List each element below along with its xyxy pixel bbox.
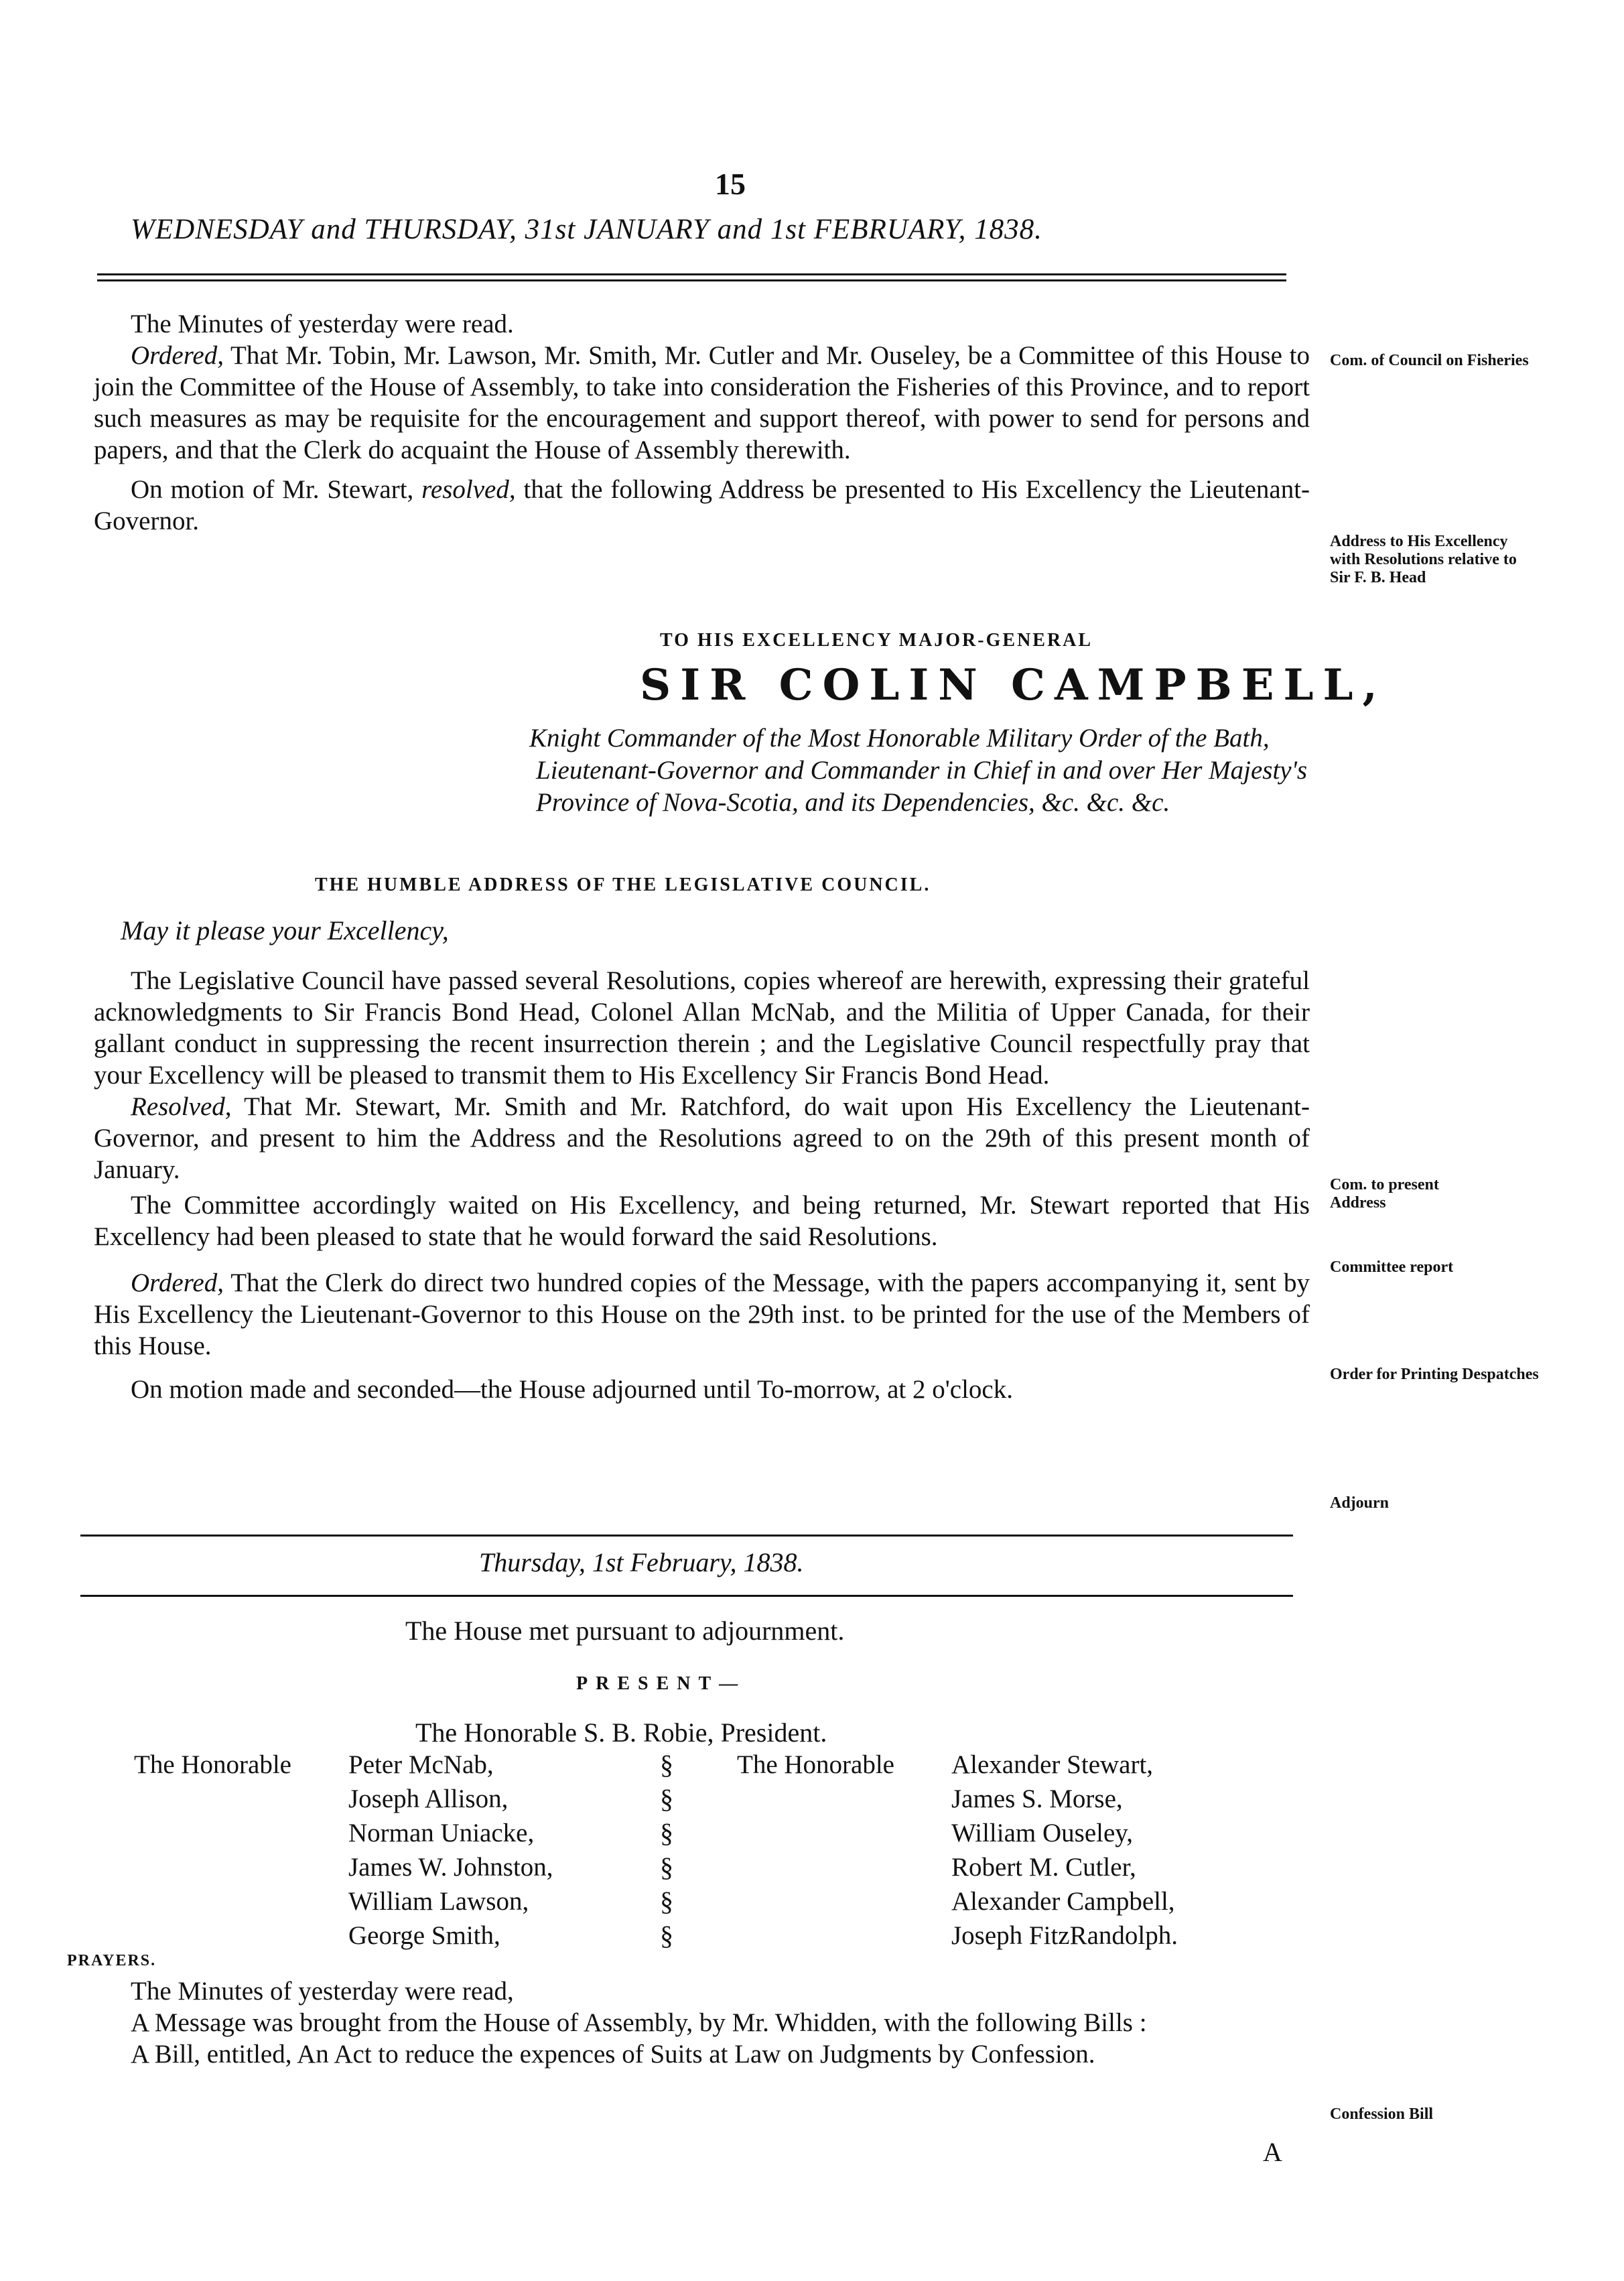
members-left bbox=[348, 1748, 553, 1953]
header-rule bbox=[97, 273, 1286, 281]
salutation: May it please your Excellency, bbox=[121, 915, 449, 946]
honorable-label-right: The Honorable bbox=[737, 1750, 894, 1779]
prayers-label: PRAYERS. bbox=[67, 1952, 157, 1969]
entries-block-1 bbox=[94, 308, 1310, 537]
margin-note-com-present: Com. to present Address bbox=[1330, 1176, 1439, 1212]
entries-block-3 bbox=[94, 1975, 1310, 2070]
member-left: James W. Johnston, bbox=[348, 1853, 553, 1882]
page-number: 15 bbox=[715, 167, 746, 201]
member-right: Alexander Campbell, bbox=[951, 1887, 1175, 1916]
resolved-committee-text: That Mr. Stewart, Mr. Smith and Mr. Ratchford, do wait upon His Excellency the Lieutenant-Governor, and present to him the Address and the Resolutions agreed to on the 29th of this present month of January. bbox=[94, 1092, 1310, 1184]
margin-note-printing: Order for Printing Despatches bbox=[1330, 1366, 1539, 1383]
member-right: Alexander Stewart, bbox=[951, 1750, 1154, 1779]
ordered-printing-text: That the Clerk do direct two hundred copies of the Message, with the papers accompanying it, sent by His Excellency the Lieutenant-Governor to this House on the 29th inst. to be printed for the use of the Members of this House. bbox=[94, 1268, 1310, 1360]
motion-text-a: On motion of Mr. Stewart, bbox=[131, 475, 414, 504]
member-right: James S. Morse, bbox=[951, 1784, 1123, 1813]
member-left: Peter McNab, bbox=[348, 1750, 494, 1779]
present-heading: PRESENT— bbox=[576, 1673, 746, 1694]
ordered-printing bbox=[94, 1267, 1310, 1362]
address-titles bbox=[529, 722, 1313, 819]
member-left: Norman Uniacke, bbox=[348, 1819, 535, 1847]
house-met: The House met pursuant to adjournment. bbox=[405, 1616, 845, 1646]
margin-note-committee-report: Committee report bbox=[1330, 1258, 1454, 1276]
address-name: SIR COLIN CAMPBELL, bbox=[640, 660, 1387, 710]
section-rule-top bbox=[80, 1535, 1293, 1537]
members-right bbox=[951, 1748, 1178, 1953]
humble-address-heading: THE HUMBLE ADDRESS OF THE LEGISLATIVE COUNCIL. bbox=[315, 874, 931, 895]
section-date: Thursday, 1st February, 1838. bbox=[479, 1547, 804, 1577]
ordered-fisheries-committee bbox=[94, 340, 1310, 466]
section-rule-bottom bbox=[80, 1595, 1293, 1597]
page-header-date: WEDNESDAY and THURSDAY, 31st JANUARY and 1st FEBRUARY, 1838. bbox=[131, 214, 1042, 245]
ordered-label-2: Ordered, bbox=[131, 1268, 224, 1297]
minutes-read: The Minutes of yesterday were read. bbox=[131, 310, 514, 338]
assembly-message: A Message was brought from the House of Assembly, by Mr. Whidden, with the following Bills : bbox=[131, 2008, 1147, 2037]
address-to: TO HIS EXCELLENCY MAJOR-GENERAL bbox=[660, 630, 1093, 651]
honorable-label-left: The Honorable bbox=[134, 1750, 291, 1779]
council-resolutions: The Legislative Council have passed several Resolutions, copies whereof are herewith, expressing their grateful acknowledgments to Sir Francis Bond Head, Colonel Allan McNab, and the Militia of Upper Canada, for their gallant conduct in suppressing the recent insurrection therein ; and the Legislative Council respectfully pray that your Excellency will be pleased to transmit them to His Excellency Sir Francis Bond Head. bbox=[94, 966, 1310, 1090]
confession-bill-text: A Bill, entitled, An Act to reduce the expences of Suits at Law on Judgments by Confession. bbox=[131, 2040, 1095, 2069]
resolved-committee-present bbox=[94, 1091, 1310, 1185]
margin-note-fisheries: Com. of Council on Fisheries bbox=[1330, 352, 1529, 369]
margin-note-address: Address to His Excellency with Resolutions relative to Sir F. B. Head bbox=[1330, 533, 1517, 586]
member-left: George Smith, bbox=[348, 1921, 500, 1950]
member-right: William Ouseley, bbox=[951, 1819, 1134, 1847]
adjournment-motion: On motion made and seconded—the House adjourned until To-morrow, at 2 o'clock. bbox=[131, 1375, 1013, 1404]
member-right: Joseph FitzRandolph. bbox=[951, 1921, 1178, 1950]
catchword: A bbox=[1263, 2137, 1282, 2167]
member-right: Robert M. Cutler, bbox=[951, 1853, 1136, 1882]
motion-address bbox=[94, 474, 1310, 537]
motion-text-b: that the following Address be presented to His Excellency the Lieutenant-Governor. bbox=[94, 475, 1310, 535]
committee-report-text: The Committee accordingly waited on His Excellency, and being returned, Mr. Stewart reported that His Excellency had been pleased to state that he would forward the said Resolutions. bbox=[94, 1191, 1310, 1251]
member-left: William Lawson, bbox=[348, 1887, 529, 1916]
entries-block-2 bbox=[94, 965, 1310, 1405]
members-brace: § § § § § § bbox=[660, 1750, 673, 1951]
resolved-label-2: Resolved, bbox=[131, 1092, 232, 1121]
minutes-read-2: The Minutes of yesterday were read, bbox=[131, 1977, 514, 2006]
member-left: Joseph Allison, bbox=[348, 1784, 509, 1813]
resolved-label: resolved, bbox=[421, 475, 516, 504]
ordered-fisheries-text: That Mr. Tobin, Mr. Lawson, Mr. Smith, Mr. Cutler and Mr. Ouseley, be a Committee of this House to join the Committee of the House of Assembly, to take into consideration the Fisheries of this Province, and to report such measures as may be requisite for the encouragement and support thereof, with power to send for persons and papers, and that the Clerk do acquaint the House of Assembly therewith. bbox=[94, 341, 1310, 464]
margin-note-confession: Confession Bill bbox=[1330, 2105, 1434, 2123]
address-titles-text: Knight Commander of the Most Honorable Military Order of the Bath, Lieutenant-Governor and Commander in Chief in and over Her Majesty's Province of Nova-Scotia, and its Dependencies, &c. &c. &c. bbox=[529, 724, 1308, 817]
ordered-label: Ordered, bbox=[131, 341, 224, 370]
margin-note-adjourn: Adjourn bbox=[1330, 1494, 1390, 1512]
president-line: The Honorable S. B. Robie, President. bbox=[415, 1717, 827, 1748]
